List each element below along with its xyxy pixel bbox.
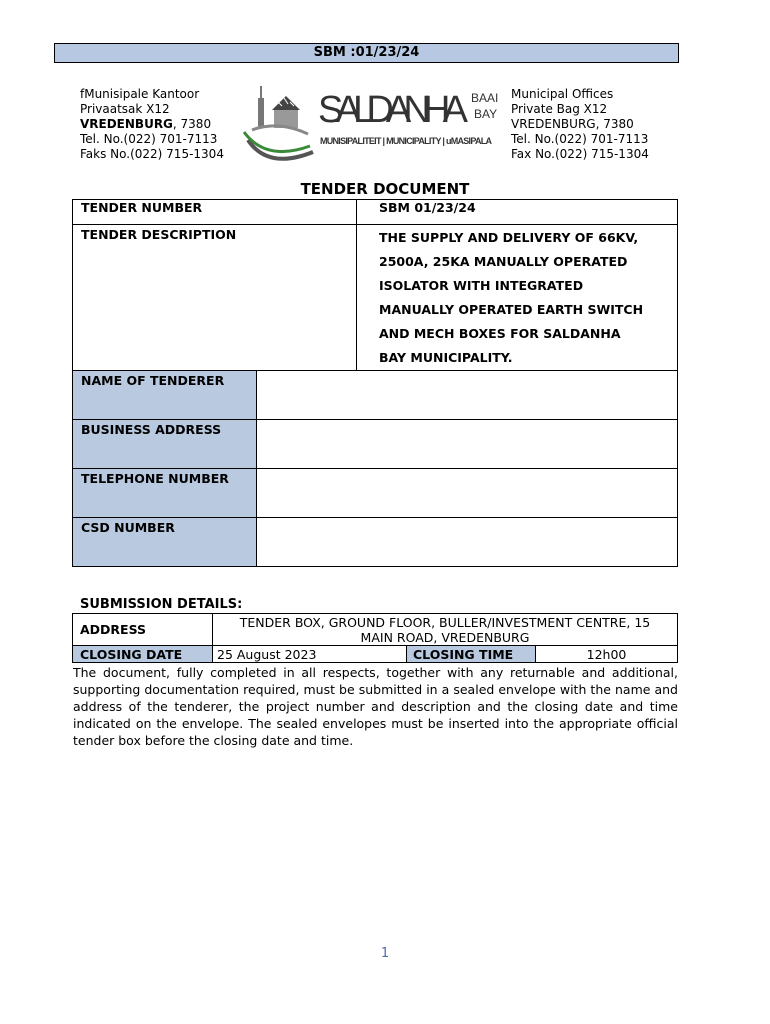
left-address-town [80, 117, 224, 132]
closing-time-value: 12h00 [536, 646, 678, 663]
tender-description-line: 2500A, 25KA MANUALLY OPERATED [379, 254, 628, 269]
name-of-tenderer-label: NAME OF TENDERER [73, 371, 257, 420]
telephone-number-field[interactable] [257, 469, 678, 518]
left-address-line2: Privaatsak X12 [80, 102, 170, 116]
tender-description-line: ISOLATOR WITH INTEGRATED [379, 278, 584, 293]
logo-baai-text: BAAI [471, 91, 499, 105]
right-address-line3: VREDENBURG, 7380 [511, 117, 634, 131]
municipality-logo [238, 80, 503, 172]
submission-details-table [72, 613, 678, 663]
logo-bay-text: BAY [474, 107, 498, 121]
closing-time-label: CLOSING TIME [407, 646, 536, 663]
left-address-town-bold: VREDENBURG [80, 117, 173, 131]
tender-description-line: BAY MUNICIPALITY. [379, 350, 513, 365]
tender-description-label: TENDER DESCRIPTION [73, 225, 357, 371]
csd-number-label: CSD NUMBER [73, 518, 257, 567]
submission-address-line1: TENDER BOX, GROUND FLOOR, BULLER/INVESTMENT CENTRE, 15 [239, 614, 651, 630]
tender-details-table [72, 199, 678, 567]
tender-number-label: TENDER NUMBER [73, 200, 357, 225]
business-address-label: BUSINESS ADDRESS [73, 420, 257, 469]
left-address-line1: fMunisipale Kantoor [80, 87, 200, 101]
tender-description-line: MANUALLY OPERATED EARTH SWITCH [379, 302, 644, 317]
submission-address-line2: MAIN ROAD, VREDENBURG [360, 629, 530, 645]
business-address-field[interactable] [257, 420, 678, 469]
logo-tagline-text: MUNISIPALITEIT | MUNICIPALITY | uMASIPALA [320, 136, 492, 146]
name-of-tenderer-field[interactable] [257, 371, 678, 420]
logo-emblem-icon [238, 80, 503, 172]
tender-description-value [357, 225, 678, 371]
right-address-block [511, 87, 649, 162]
telephone-number-label: TELEPHONE NUMBER [73, 469, 257, 518]
right-address-tel: Tel. No.(022) 701-7113 [511, 132, 649, 146]
closing-date-value: 25 August 2023 [213, 646, 407, 663]
tender-number-value: SBM 01/23/24 [357, 200, 678, 225]
left-address-postcode: , 7380 [172, 117, 212, 131]
logo-name-text: SALDANHA [318, 89, 468, 131]
csd-number-field[interactable] [257, 518, 678, 567]
closing-date-label: CLOSING DATE [73, 646, 213, 663]
submission-address-value [213, 614, 678, 646]
tender-description-line: AND MECH BOXES FOR SALDANHA [379, 326, 621, 341]
left-address-block [80, 87, 224, 162]
left-address-tel: Tel. No.(022) 701-7113 [80, 132, 218, 146]
left-address-fax: Faks No.(022) 715-1304 [80, 147, 224, 161]
document-title: TENDER DOCUMENT [300, 180, 470, 198]
document-reference-bar: SBM :01/23/24 [54, 43, 679, 63]
page-number: 1 [380, 946, 390, 961]
right-address-line2: Private Bag X12 [511, 102, 608, 116]
tender-description-line: THE SUPPLY AND DELIVERY OF 66KV, [379, 230, 639, 245]
submission-address-label: ADDRESS [73, 614, 213, 646]
right-address-fax: Fax No.(022) 715-1304 [511, 147, 649, 161]
submission-instructions-paragraph: The document, fully completed in all respects, together with any returnable and additional, supporting documentation required, must be submitted in a sealed envelope with the name and address of the tenderer, the project number and description and the closing date and time indicated on the envelope. The sealed envelopes must be inserted into the appropriate official tender box before the closing date and time. [73, 665, 678, 748]
submission-details-heading: SUBMISSION DETAILS: [80, 597, 243, 612]
right-address-line1: Municipal Offices [511, 87, 614, 101]
